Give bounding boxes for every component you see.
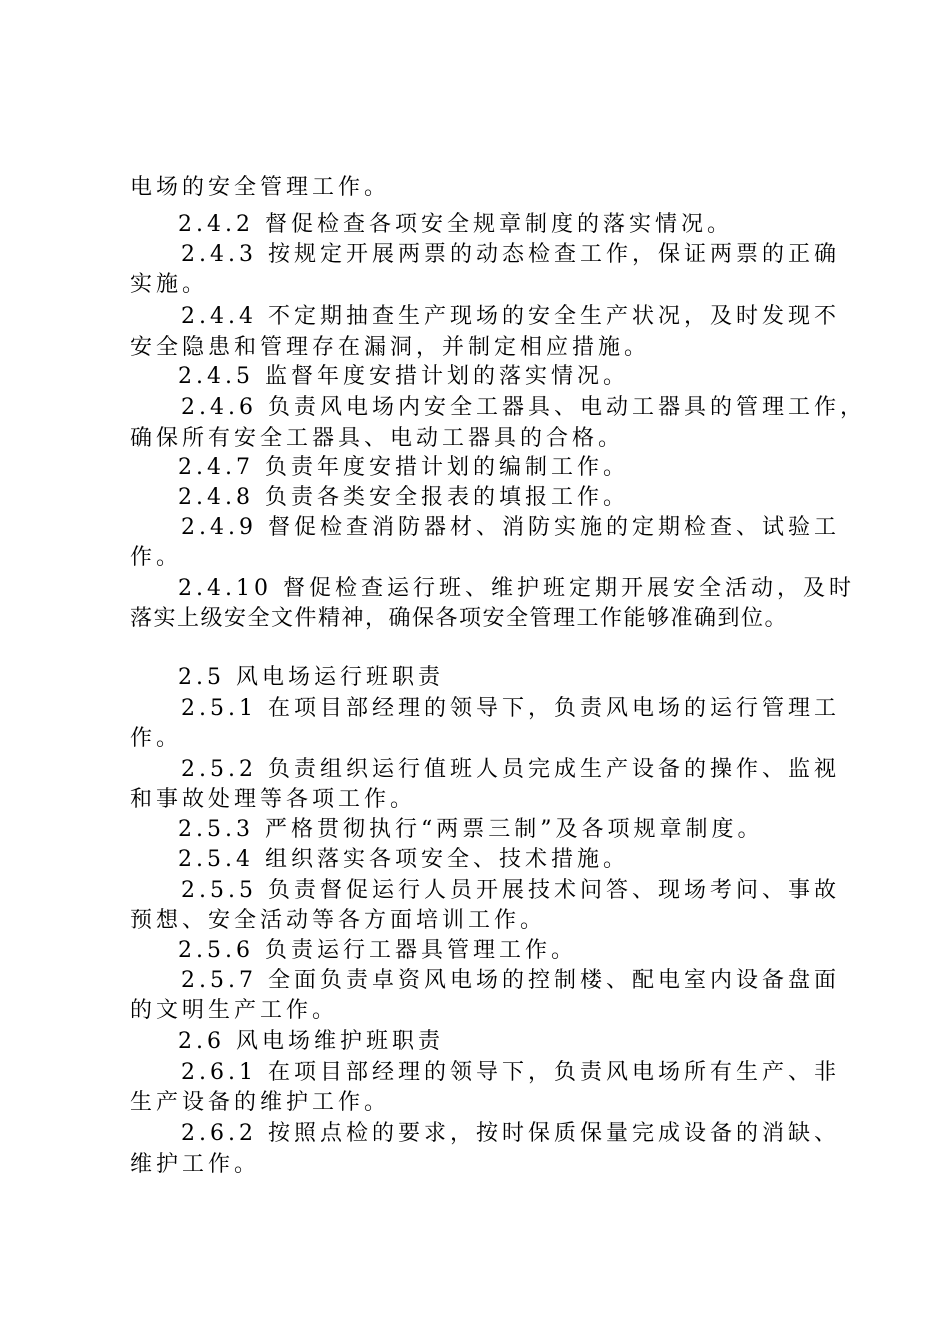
text-line: 2.4.8 负责各类安全报表的填报工作。 (178, 485, 629, 510)
text-line: 2.5.4 组织落实各项安全、技术措施。 (178, 847, 629, 872)
text-line: 落实上级安全文件精神，确保各项安全管理工作能够准确到位。 (130, 606, 789, 631)
text-line: 2.6.2 按照点检的要求，按时保质保量完成设备的消缺、 (181, 1121, 840, 1146)
text-line: 作。 (130, 545, 183, 570)
text-line: 2.4.2 督促检查各项安全规章制度的落实情况。 (178, 212, 733, 237)
text-line: 2.4.4 不定期抽查生产现场的安全生产状况，及时发现不 (181, 304, 840, 329)
text-line: 的文明生产工作。 (130, 998, 339, 1023)
text-line: 实施。 (130, 272, 209, 297)
section-heading: 2.6 风电场维护班职责 (178, 1029, 444, 1054)
text-line: 2.4.5 监督年度安措计划的落实情况。 (178, 364, 629, 389)
text-line: 2.4.9 督促检查消防器材、消防实施的定期检查、试验工 (181, 515, 840, 540)
section-heading: 2.5 风电场运行班职责 (178, 665, 444, 690)
text-line: 2.5.2 负责组织运行值班人员完成生产设备的操作、监视 (181, 757, 840, 782)
text-line: 和事故处理等各项工作。 (130, 787, 417, 812)
text-line: 2.5.1 在项目部经理的领导下，负责风电场的运行管理工 (181, 696, 840, 721)
text-line: 作。 (130, 726, 183, 751)
text-line: 2.5.6 负责运行工器具管理工作。 (178, 938, 577, 963)
text-line: 2.6.1 在项目部经理的领导下，负责风电场所有生产、非 (181, 1060, 840, 1085)
text-line: 预想、安全活动等各方面培训工作。 (130, 908, 547, 933)
text-line: 2.5.5 负责督促运行人员开展技术问答、现场考问、事故 (181, 878, 840, 903)
text-line: 生产设备的维护工作。 (130, 1090, 391, 1115)
text-line: 维护工作。 (130, 1152, 261, 1177)
text-line: 电场的安全管理工作。 (130, 175, 391, 200)
text-line: 2.4.7 负责年度安措计划的编制工作。 (178, 455, 629, 480)
text-line: 2.4.3 按规定开展两票的动态检查工作，保证两票的正确 (181, 242, 840, 267)
text-line: 确保所有安全工器具、电动工器具的合格。 (130, 426, 625, 451)
text-line: 2.5.7 全面负责卓资风电场的控制楼、配电室内设备盘面 (181, 968, 840, 993)
text-line: 2.5.3 严格贯彻执行“两票三制”及各项规章制度。 (178, 817, 764, 842)
text-line: 2.4.10 督促检查运行班、维护班定期开展安全活动，及时 (178, 576, 855, 601)
text-line: 2.4.6 负责风电场内安全工器具、电动工器具的管理工作， (181, 395, 866, 420)
text-line: 安全隐患和管理存在漏洞，并制定相应措施。 (130, 335, 651, 360)
